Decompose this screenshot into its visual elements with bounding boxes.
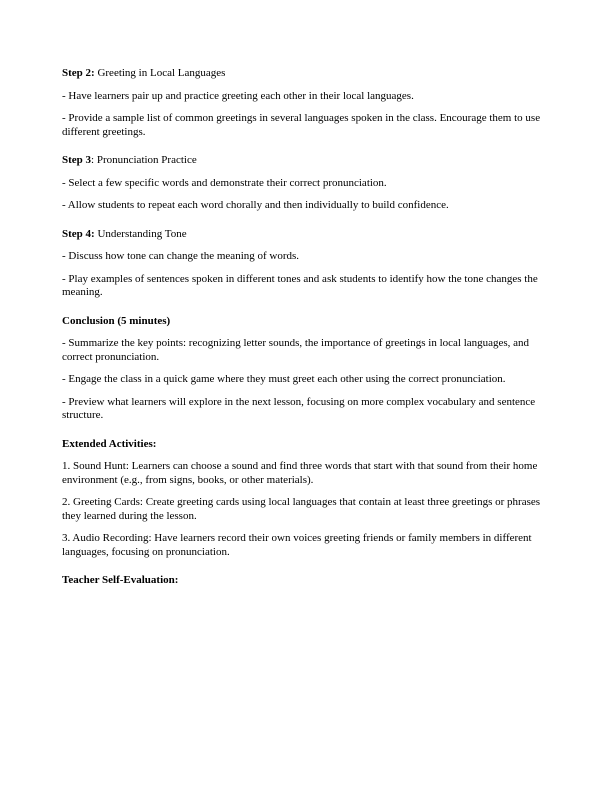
paragraph: - Select a few specific words and demonstrate their correct pronunciation.	[62, 176, 387, 189]
paragraph: - Allow students to repeat each word chorally and then individually to build confidence.	[62, 199, 449, 211]
section-heading-step-4	[62, 228, 550, 242]
paragraph: - Play examples of sentences spoken in different tones and ask students to identify how the tone changes the meaning.	[62, 272, 538, 298]
heading-bold-text: Teacher Self-Evaluation:	[62, 574, 179, 586]
section-heading-step-2	[62, 67, 550, 81]
paragraph: 1. Sound Hunt: Learners can choose a sound and find three words that start with that sound from their home environment (e.g., from signs, books, or other materials).	[62, 460, 538, 486]
paragraph: - Engage the class in a quick game where they must greet each other using the correct pronunciation.	[62, 373, 506, 385]
heading-regular-text: : Pronunciation Practice	[91, 154, 197, 166]
section-heading-step-3	[62, 154, 550, 168]
heading-bold-text: Step 4:	[62, 227, 95, 240]
heading-regular-text: Understanding Tone	[94, 227, 187, 240]
heading-bold-text: Conclusion (5 minutes)	[62, 314, 171, 327]
heading-bold-text: Extended Activities:	[62, 437, 157, 450]
paragraph: - Provide a sample list of common greetings in several languages spoken in the class. Encourage them to use different greetings.	[62, 112, 541, 138]
paragraph: - Summarize the key points: recognizing letter sounds, the importance of greetings in local languages, and correct pronunciation.	[62, 337, 530, 363]
paragraph: - Preview what learners will explore in the next lesson, focusing on more complex vocabulary and sentence structure.	[62, 395, 536, 421]
paragraph: 3. Audio Recording: Have learners record their own voices greeting friends or family members in different languages, focusing on pronunciation.	[62, 532, 532, 558]
section-heading-extended-activities	[62, 438, 550, 452]
paragraph: 2. Greeting Cards: Create greeting cards using local languages that contain at least three greetings or phrases they learned during the lesson.	[62, 496, 541, 522]
heading-bold-text: Step 3	[62, 154, 92, 166]
paragraph: - Discuss how tone can change the meaning of words.	[62, 250, 300, 262]
heading-regular-text: Greeting in Local Languages	[94, 67, 226, 79]
paragraph: - Have learners pair up and practice greeting each other in their local languages.	[62, 89, 414, 102]
heading-bold-text: Step 2:	[62, 67, 95, 79]
section-heading-teacher-self-evaluation	[62, 574, 550, 588]
section-heading-conclusion	[62, 315, 550, 329]
